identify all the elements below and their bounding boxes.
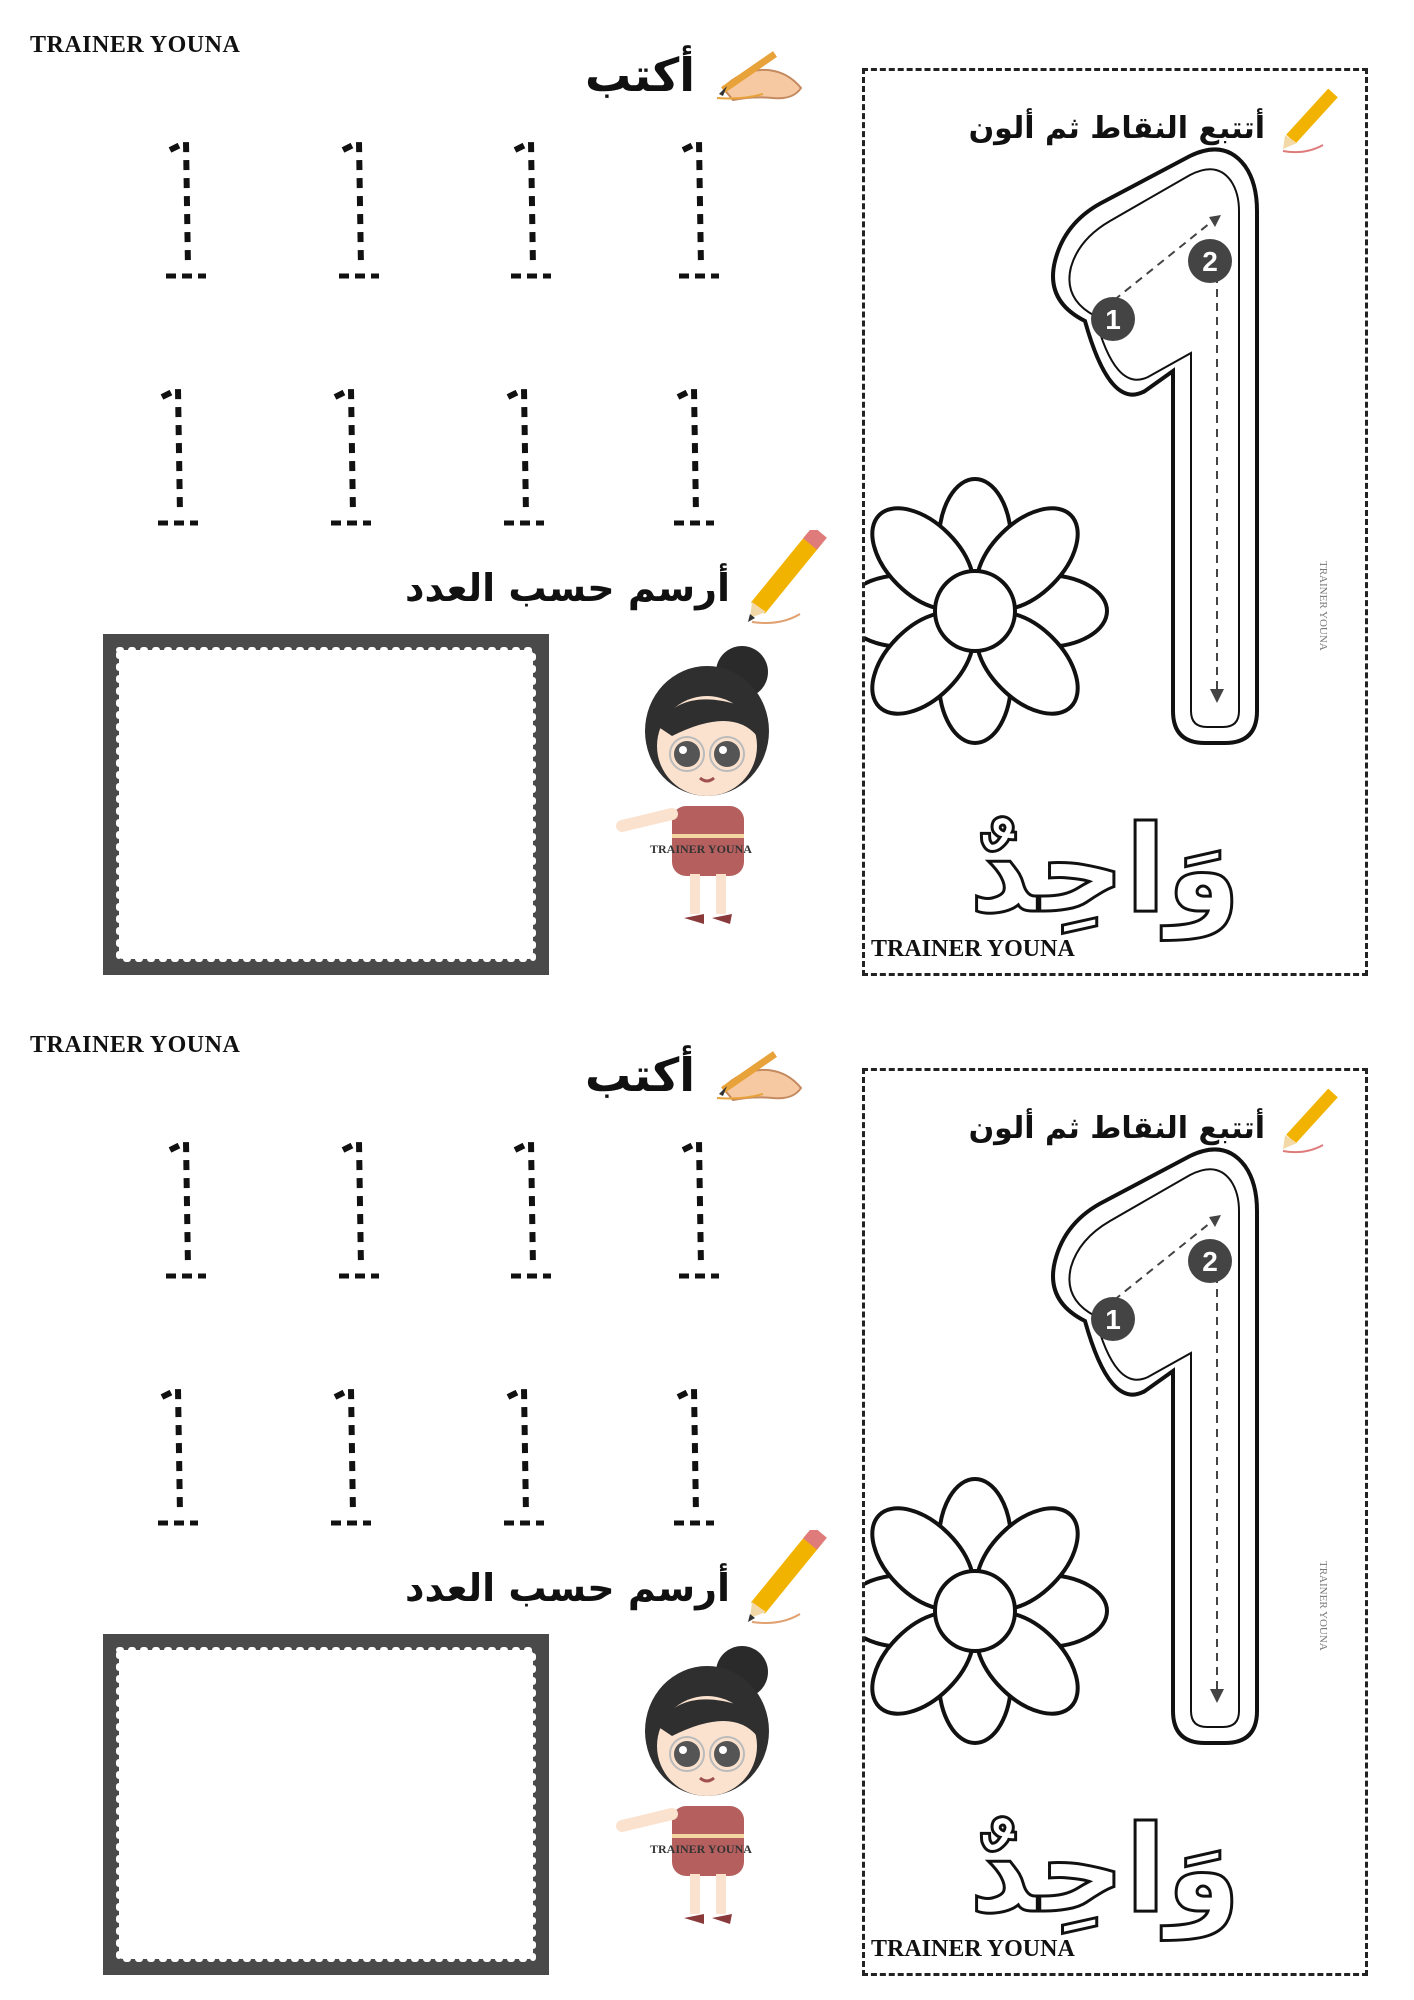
card-watermark: TRAINER YOUNA xyxy=(871,936,1075,962)
side-watermark: TRAINER YOUNA xyxy=(1317,1561,1329,1651)
tracing-digits xyxy=(140,1130,760,1560)
trace-title: أتتبع النقاط ثم ألون xyxy=(968,1111,1265,1146)
teacher-girl-illustration xyxy=(612,636,812,936)
write-title: أكتب xyxy=(585,48,695,102)
girl-watermark: TRAINER YOUNA xyxy=(650,1842,752,1856)
stroke-label: 1 xyxy=(1105,1304,1121,1335)
dotted-digit-one xyxy=(504,389,544,523)
dotted-digit-one xyxy=(331,389,371,523)
dotted-digit-one xyxy=(679,142,719,276)
dotted-digit-one xyxy=(674,389,714,523)
dotted-digit-one xyxy=(166,142,206,276)
write-title: أكتب xyxy=(585,1048,695,1102)
write-section-header xyxy=(585,1048,825,1118)
flower-illustration xyxy=(865,479,1107,743)
stroke-label: 2 xyxy=(1202,1246,1218,1277)
draw-section-header xyxy=(404,560,840,630)
dotted-digit-one xyxy=(339,1142,379,1276)
pencil-icon xyxy=(740,530,830,634)
watermark: TRAINER YOUNA xyxy=(30,32,241,58)
teacher-girl-illustration xyxy=(612,1636,812,1936)
girl-watermark: TRAINER YOUNA xyxy=(650,842,752,856)
big-digit-one[interactable] xyxy=(865,1071,1365,1973)
flower-illustration xyxy=(865,1479,1107,1743)
drawing-area[interactable] xyxy=(101,1632,551,1977)
dotted-digit-one xyxy=(679,1142,719,1276)
draw-title: أرسم حسب العدد xyxy=(404,566,730,610)
dotted-digit-grid[interactable] xyxy=(140,1130,760,1560)
big-digit-one[interactable] xyxy=(865,71,1365,973)
dotted-digit-one xyxy=(158,1389,198,1523)
watermark: TRAINER YOUNA xyxy=(30,1032,241,1058)
dotted-digit-one xyxy=(339,142,379,276)
drawing-area[interactable] xyxy=(101,632,551,977)
number-word: وَاحِدٌ xyxy=(969,801,1241,940)
dotted-digit-one xyxy=(158,389,198,523)
dotted-digit-one xyxy=(511,142,551,276)
tracing-digits xyxy=(140,130,760,560)
dotted-digit-one xyxy=(674,1389,714,1523)
dotted-digit-one xyxy=(166,1142,206,1276)
side-watermark: TRAINER YOUNA xyxy=(1317,561,1329,651)
dotted-digit-grid[interactable] xyxy=(140,130,760,560)
trace-title: أتتبع النقاط ثم ألون xyxy=(968,111,1265,146)
stroke-label: 2 xyxy=(1202,246,1218,277)
worksheet-bottom xyxy=(0,1000,1414,2000)
draw-section-header xyxy=(404,1560,840,1630)
card-watermark: TRAINER YOUNA xyxy=(871,1936,1075,1962)
dotted-digit-one xyxy=(511,1142,551,1276)
draw-title: أرسم حسب العدد xyxy=(404,1566,730,1610)
hand-writing-icon xyxy=(713,1048,813,1112)
stroke-label: 1 xyxy=(1105,304,1121,335)
trace-card xyxy=(862,68,1368,976)
hand-writing-icon xyxy=(713,48,813,112)
write-section-header xyxy=(585,48,825,118)
pencil-icon xyxy=(740,1530,830,1634)
trace-card xyxy=(862,1068,1368,1976)
dotted-digit-one xyxy=(504,1389,544,1523)
number-word: وَاحِدٌ xyxy=(969,1801,1241,1940)
dotted-digit-one xyxy=(331,1389,371,1523)
